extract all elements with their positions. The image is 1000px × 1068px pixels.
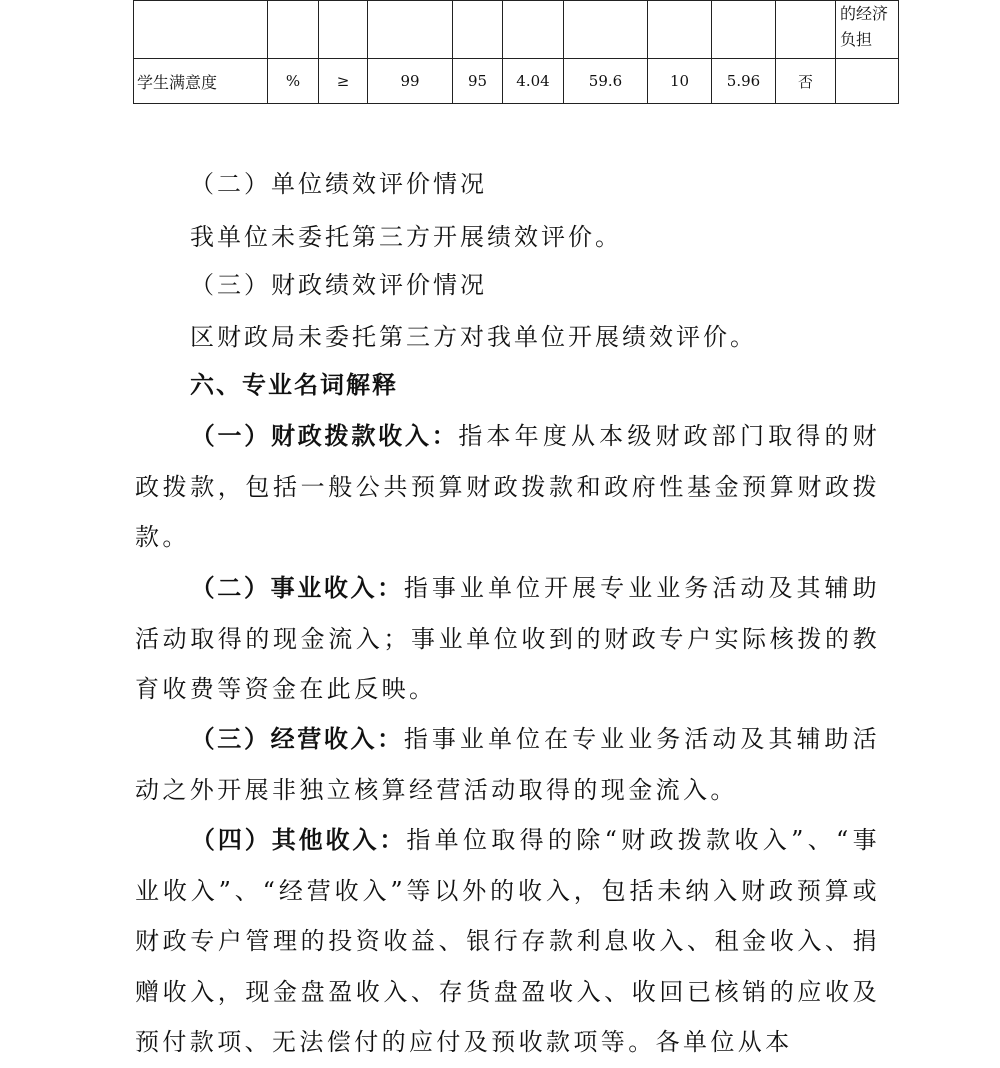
weight-value: 4.04 [503,59,564,104]
table-cell-value: 10 [648,59,712,104]
table-cell [319,1,368,59]
unit-cell: % [268,59,319,104]
unit-eval-text: 我单位未委托第三方开展绩效评价。 [190,223,622,251]
table-cell-value: 5.96 [712,59,776,104]
glossary-text: 指事业单位开展专业业务活动及其辅助活动取得的现金流入；事业单位收到的财政专户实际核拨的教育收费等资金在此反映。 [135,574,880,703]
glossary-item [135,411,880,563]
table-cell [268,1,319,59]
glossary-term: （二）事业收入： [190,574,404,602]
glossary-item [135,714,880,815]
unit-eval-heading: （二）单位绩效评价情况 [190,170,487,198]
finance-eval-text: 区财政局未委托第三方对我单位开展绩效评价。 [190,323,757,351]
table-cell [134,1,268,59]
table-cell [712,1,776,59]
table-cell [453,1,503,59]
remark-line-1: 的经济 [840,4,889,23]
indicator-name: 学生满意度 [134,59,268,104]
glossary-term: （一）财政拨款收入： [190,422,459,450]
glossary-term: （三）经营收入： [190,725,404,753]
actual-value: 95 [453,59,503,104]
glossary-item [135,563,880,715]
table-row [134,1,899,59]
table-cell [564,1,648,59]
remark-line-2: 负担 [840,30,873,49]
table-cell [368,1,453,59]
table-cell-remark [836,1,899,59]
target-value: 99 [368,59,453,104]
operator-cell: ≥ [319,59,368,104]
table-cell [503,1,564,59]
table-cell [776,1,836,59]
glossary-heading: 六、专业名词解释 [190,371,398,399]
table-row [134,59,899,104]
score-value: 59.6 [564,59,648,104]
performance-table [133,0,899,104]
finance-eval-heading: （三）财政绩效评价情况 [190,271,487,299]
remark-cell [836,59,899,104]
glossary-text: 指本年度从本级财政部门取得的财政拨款，包括一般公共预算财政拨款和政府性基金预算财政拨款。 [135,422,880,551]
glossary-text: 指事业单位在专业业务活动及其辅助活动之外开展非独立核算经营活动取得的现金流入。 [135,725,880,804]
glossary-item [135,815,880,1068]
glossary-text: 指单位取得的除“财政拨款收入”、“事业收入”、“经营收入”等以外的收入，包括未纳入财政预算或财政专户管理的投资收益、银行存款利息收入、租金收入、捐赠收入，现金盘盈收入、存货盘盈收入、收回已核销的应收及预付款项、无法偿付的应付及预收款项等。各单位从本 [135,826,881,1056]
flag-cell: 否 [776,59,836,104]
table-cell [648,1,712,59]
glossary-term: （四）其他收入： [190,826,407,854]
